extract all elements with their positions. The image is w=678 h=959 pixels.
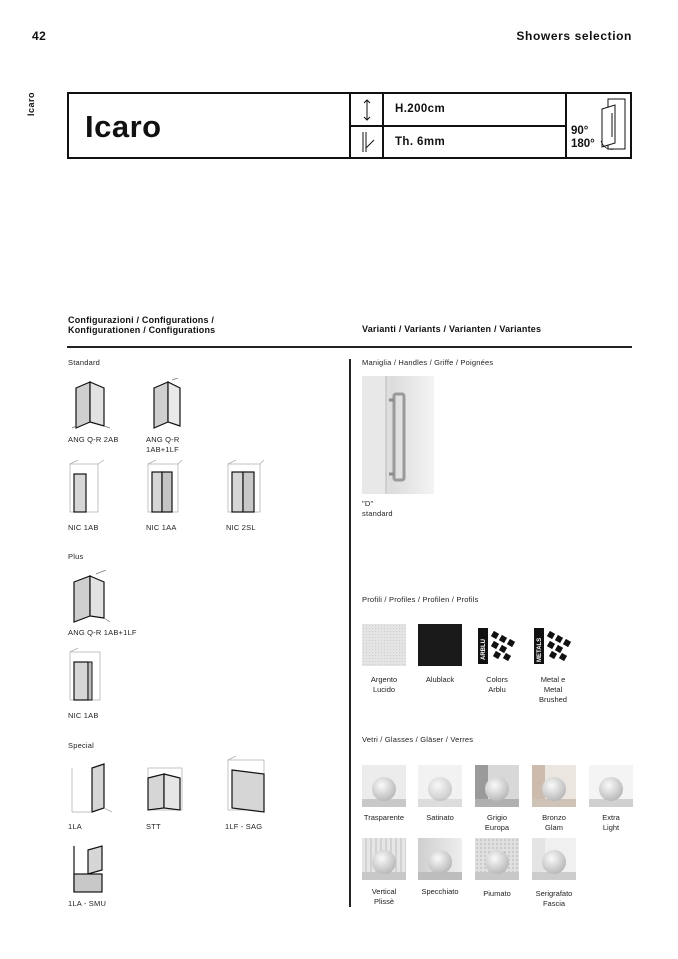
config-diagram: [224, 460, 266, 518]
glass-serigrafato-swatch: [532, 838, 576, 880]
handle-standard-label: standard: [362, 509, 393, 518]
profile-metal-line-3: Brushed: [539, 695, 567, 704]
group-standard: Standard: [68, 358, 101, 367]
thickness-icon: [357, 130, 377, 154]
config-diagram: [66, 570, 114, 626]
d-handle-icon: [362, 376, 434, 494]
config-diagram: [144, 460, 184, 518]
glass-bronzo-line-2: Glam: [545, 823, 563, 832]
glass-bronzo: [524, 813, 584, 833]
config-diagram: [66, 840, 110, 898]
section-rule: [67, 346, 632, 348]
metals-tag: METALS: [537, 637, 543, 662]
glass-vertical-line-1: Vertical: [371, 887, 397, 896]
glass-grigio-line-1: Grigio: [486, 813, 507, 822]
glass-extra-line-2: Light: [602, 823, 620, 832]
config-diagram: [146, 378, 188, 430]
config-nic-1aa: NIC 1AA: [146, 523, 177, 532]
angle-180: 180°: [571, 138, 595, 150]
section-title: Showers selection: [516, 29, 632, 43]
configurations-heading-line-2: Konfigurationen / Configurations: [68, 325, 216, 335]
config-nic-1ab: NIC 1AB: [68, 523, 99, 532]
height-value: H.200cm: [395, 103, 446, 115]
config-1la-smu: 1LA - SMU: [68, 899, 107, 908]
profile-colors-line-2: Arblu: [488, 685, 506, 694]
config-1lf-sag: 1LF - SAG: [225, 822, 263, 831]
handles-heading: Maniglia / Handles / Griffe / Poignées: [362, 358, 494, 367]
glass-bronzo-line-1: Bronzo: [542, 813, 566, 822]
metals-icon: [532, 626, 576, 668]
glass-grigio: [467, 813, 527, 833]
glass-ball: [485, 850, 509, 874]
config-diagram: [144, 764, 186, 816]
glass-ball: [428, 777, 452, 801]
configurations-heading: [68, 315, 215, 335]
glass-satinato: Satinato: [426, 813, 454, 822]
config-diagram: [222, 756, 270, 818]
profile-argento: [354, 675, 414, 695]
config-plus-nic: NIC 1AB: [68, 711, 99, 720]
colors-arblu-icon: [476, 626, 520, 668]
glass-ball: [372, 777, 396, 801]
glass-serigrafato-line-1: Serigrafato: [535, 889, 573, 898]
config-nic-2sl: NIC 2SL: [226, 523, 256, 532]
config-ang-qr-1ab1lf-a: ANG Q-R: [146, 435, 180, 444]
column-divider: [349, 359, 351, 907]
glass-extra-line-1: Extra: [602, 813, 620, 822]
glass-ball: [599, 777, 623, 801]
config-diagram: [70, 378, 112, 430]
glass-serigrafato: [524, 889, 584, 909]
glass-trasparente: Trasparente: [363, 813, 405, 822]
profiles-heading: Profili / Profiles / Profilen / Profils: [362, 595, 479, 604]
profile-alublack: Alublack: [425, 675, 455, 684]
profile-metal-line-2: Metal: [543, 685, 563, 694]
angle-90: 90°: [571, 125, 589, 137]
config-diagram: [66, 760, 116, 818]
config-stt: STT: [146, 822, 161, 831]
side-label: Icaro: [26, 91, 36, 116]
thickness-value: Th. 6mm: [395, 136, 446, 148]
page-number: 42: [32, 29, 47, 43]
variants-heading: Varianti / Variants / Varianten / Variantes: [362, 324, 542, 334]
configurations-heading-line-1: Configurazioni / Configurations /: [68, 315, 215, 325]
group-special: Special: [68, 741, 94, 750]
pivot-door-icon: [599, 97, 629, 155]
swatch-alublack: [418, 624, 462, 666]
config-diagram: [66, 460, 106, 518]
config-ang-qr-1ab1lf-b: 1AB+1LF: [146, 445, 179, 454]
divider: [351, 125, 565, 127]
handle-d-label: "D": [362, 499, 374, 508]
glass-ball: [542, 850, 566, 874]
glass-extra-light-swatch: [589, 765, 633, 807]
glass-extra-light: [581, 813, 641, 833]
product-name: Icaro: [85, 109, 162, 144]
profile-argento-line-2: Lucido: [372, 685, 396, 694]
glass-bronzo-swatch: [532, 765, 576, 807]
glass-satinato-swatch: [418, 765, 462, 807]
arblu-tag: ARBLU: [481, 639, 487, 660]
glasses-heading: Vetri / Glasses / Gläser / Verres: [362, 735, 474, 744]
divider: [565, 94, 567, 157]
config-plus-ang: ANG Q-R 1AB+1LF: [68, 628, 137, 637]
glass-serigrafato-line-2: Fascia: [542, 899, 566, 908]
profile-argento-line-1: Argento: [370, 675, 398, 684]
profile-metal: [523, 675, 583, 705]
glass-ball: [428, 850, 452, 874]
height-icon: [357, 98, 377, 122]
config-diagram: [66, 648, 106, 706]
glass-specchiato-swatch: [418, 838, 462, 880]
glass-ball: [372, 850, 396, 874]
glass-vertical-line-2: Plissè: [373, 897, 394, 906]
glass-vertical-swatch: [362, 838, 406, 880]
profile-colors: [467, 675, 527, 695]
glass-piumato: Piumato: [483, 889, 511, 898]
title-block: [67, 92, 632, 159]
swatch-argento: [362, 624, 406, 666]
glass-ball: [542, 777, 566, 801]
handle-photo: [362, 376, 434, 494]
config-1la: 1LA: [68, 822, 82, 831]
glass-vertical: [354, 887, 414, 907]
glass-trasparente-swatch: [362, 765, 406, 807]
glass-piumato-swatch: [475, 838, 519, 880]
glass-grigio-line-2: Europa: [484, 823, 510, 832]
profile-metal-line-1: Metal e: [540, 675, 566, 684]
glass-grigio-swatch: [475, 765, 519, 807]
glass-specchiato: Specchiato: [421, 887, 459, 896]
group-plus: Plus: [68, 552, 84, 561]
config-ang-qr-2ab: ANG Q-R 2AB: [68, 435, 119, 444]
profile-colors-line-1: Colors: [486, 675, 508, 684]
glass-ball: [485, 777, 509, 801]
